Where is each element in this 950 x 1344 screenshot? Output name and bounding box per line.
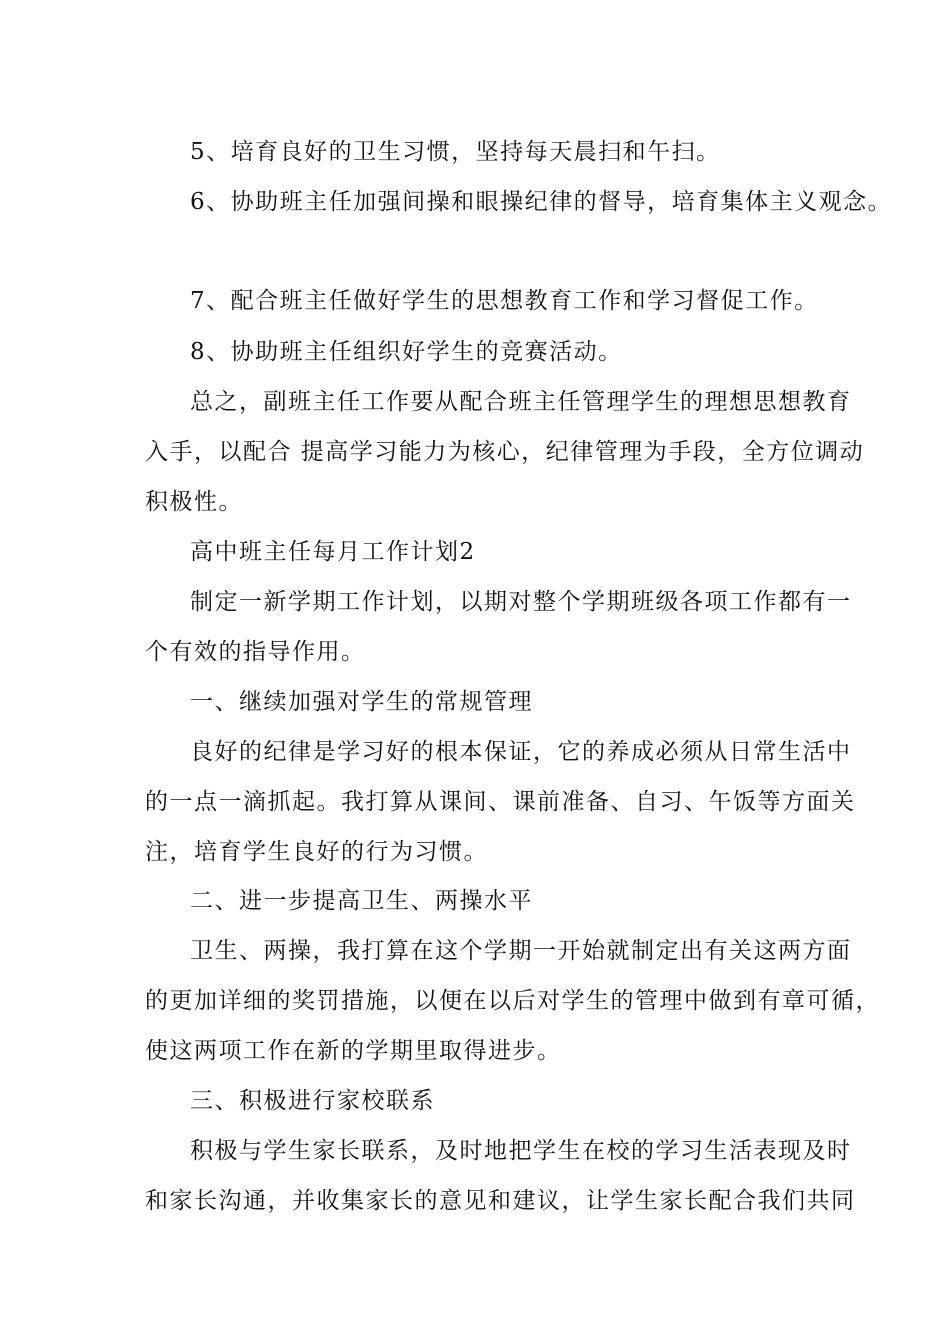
summary-paragraph-line-1: 总之，副班主任工作要从配合班主任管理学生的理想思想教育 [190,389,852,415]
paragraph-2-line-3: 使这两项工作在新的学期里取得进步。 [145,1038,562,1064]
list-item-5: 5、培育良好的卫生习惯，坚持每天晨扫和午扫。 [190,139,721,165]
paragraph-3-line-1: 积极与学生家长联系，及时地把学生在校的学习生活表现及时 [190,1138,852,1164]
heading-1: 一、继续加强对学生的常规管理 [190,689,533,715]
intro-paragraph-line-2: 个有效的指导作用。 [145,639,366,665]
heading-2: 二、进一步提高卫生、两操水平 [190,888,533,914]
paragraph-1-line-2: 的一点一滴抓起。我打算从课间、课前准备、自习、午饭等方面关 [145,789,856,815]
list-item-7: 7、配合班主任做好学生的思想教育工作和学习督促工作。 [190,288,819,314]
paragraph-2-line-2: 的更加详细的奖罚措施，以便在以后对学生的管理中做到有章可循， [145,988,880,1014]
paragraph-1-line-3: 注，培育学生良好的行为习惯。 [145,839,488,865]
summary-paragraph-line-2: 入手，以配合 提高学习能力为核心，纪律管理为手段，全方位调动 [145,439,865,465]
paragraph-1-line-1: 良好的纪律是学习好的根本保证，它的养成必须从日常生活中 [190,739,852,765]
summary-paragraph-line-3: 积极性。 [145,489,243,515]
list-item-8: 8、协助班主任组织好学生的竞赛活动。 [190,339,623,365]
heading-3: 三、积极进行家校联系 [190,1088,435,1114]
paragraph-3-line-2: 和家长沟通，并收集家长的意见和建议，让学生家长配合我们共同 [145,1188,856,1214]
paragraph-2-line-1: 卫生、两操，我打算在这个学期一开始就制定出有关这两方面 [190,938,852,964]
intro-paragraph-line-1: 制定一新学期工作计划，以期对整个学期班级各项工作都有一 [190,589,852,615]
list-item-6: 6、协助班主任加强间操和眼操纪律的督导，培育集体主义观念。 [190,189,893,215]
section-title: 高中班主任每月工作计划2 [190,539,476,565]
